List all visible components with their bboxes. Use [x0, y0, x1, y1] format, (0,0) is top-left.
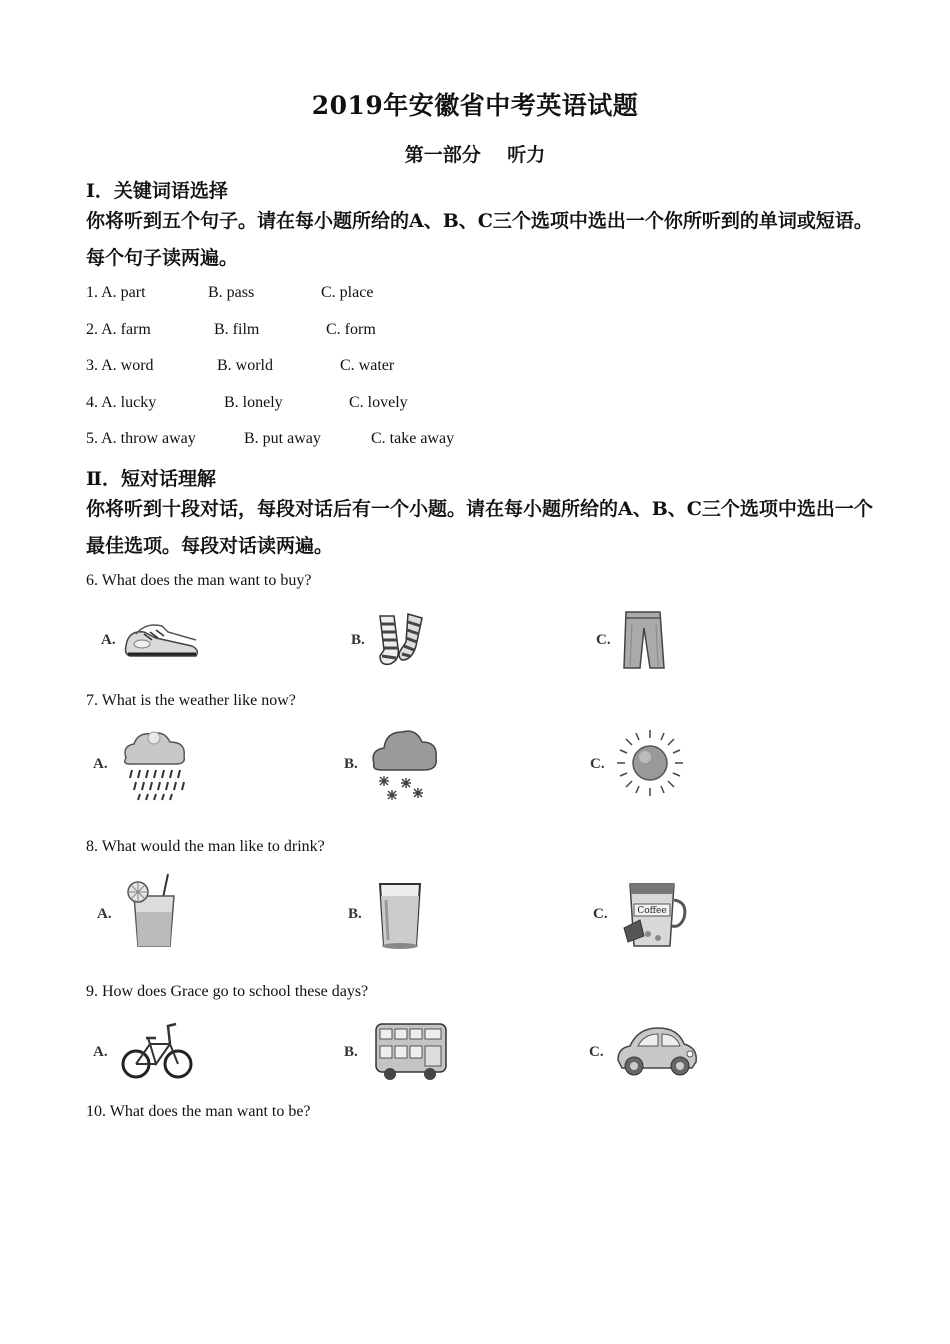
- option-label-b: B.: [344, 1044, 358, 1060]
- option-label-c: C.: [589, 1044, 604, 1060]
- option-label-a: A.: [93, 1044, 108, 1060]
- section-2-heading: Ⅱ．短对话理解: [86, 468, 217, 490]
- sneakers-icon: [122, 616, 202, 664]
- glass-of-water-icon: [374, 880, 428, 950]
- option-a: 3. A. word: [86, 357, 154, 374]
- option-label-c: C.: [590, 756, 605, 772]
- option-b: B. world: [217, 357, 273, 374]
- option-b: B. put away: [244, 430, 321, 447]
- option-c: C. place: [321, 284, 374, 301]
- rain-cloud-icon: [118, 728, 190, 802]
- option-label-b: B.: [344, 756, 358, 772]
- option-a: 4. A. lucky: [86, 394, 157, 411]
- coffee-label: Coffee: [637, 906, 667, 916]
- snow-cloud-icon: [370, 726, 438, 802]
- option-c: C. take away: [371, 430, 455, 447]
- trousers-icon: [620, 610, 666, 670]
- option-a: 1. A. part: [86, 284, 146, 301]
- question-6: 6. What does the man want to buy?: [86, 572, 312, 589]
- bicycle-icon: [120, 1018, 194, 1082]
- section-1-heading: I．关键词语选择: [86, 180, 228, 202]
- section-2-instruction: 你将听到十段对话，每段对话后有一个小题。请在每小题所给的A、B、C三个选项中选出一个最佳选项。每段对话读两遍。: [86, 498, 873, 557]
- option-label-b: B.: [348, 906, 362, 922]
- option-b: B. film: [214, 321, 260, 338]
- page-title: 2019年安徽省中考英语试题: [311, 91, 639, 120]
- coffee-cup-icon: [618, 876, 690, 950]
- question-7: 7. What is the weather like now?: [86, 692, 296, 709]
- section-1-instruction: 你将听到五个句子。请在每小题所给的A、B、C三个选项中选出一个你所听到的单词或短语。每个句子读两遍。: [86, 210, 873, 269]
- option-label-a: A.: [101, 632, 116, 648]
- question-10: 10. What does the man want to be?: [86, 1103, 311, 1120]
- option-label-c: C.: [593, 906, 608, 922]
- option-c: C. water: [340, 357, 395, 374]
- option-label-c: C.: [596, 632, 611, 648]
- orange-juice-icon: [122, 872, 182, 950]
- car-icon: [614, 1020, 700, 1080]
- option-b: B. pass: [208, 284, 255, 301]
- option-c: C. form: [326, 321, 376, 338]
- question-8: 8. What would the man like to drink?: [86, 838, 325, 855]
- part-heading: 第一部分 听力: [404, 144, 546, 166]
- option-a: 5. A. throw away: [86, 430, 196, 447]
- sun-icon: [614, 726, 686, 800]
- option-label-b: B.: [351, 632, 365, 648]
- option-label-a: A.: [93, 756, 108, 772]
- option-a: 2. A. farm: [86, 321, 151, 338]
- striped-socks-icon: [374, 612, 430, 670]
- option-b: B. lonely: [224, 394, 283, 411]
- double-decker-bus-icon: [372, 1020, 450, 1082]
- option-c: C. lovely: [349, 394, 408, 411]
- question-9: 9. How does Grace go to school these days?: [86, 983, 369, 1000]
- option-label-a: A.: [97, 906, 112, 922]
